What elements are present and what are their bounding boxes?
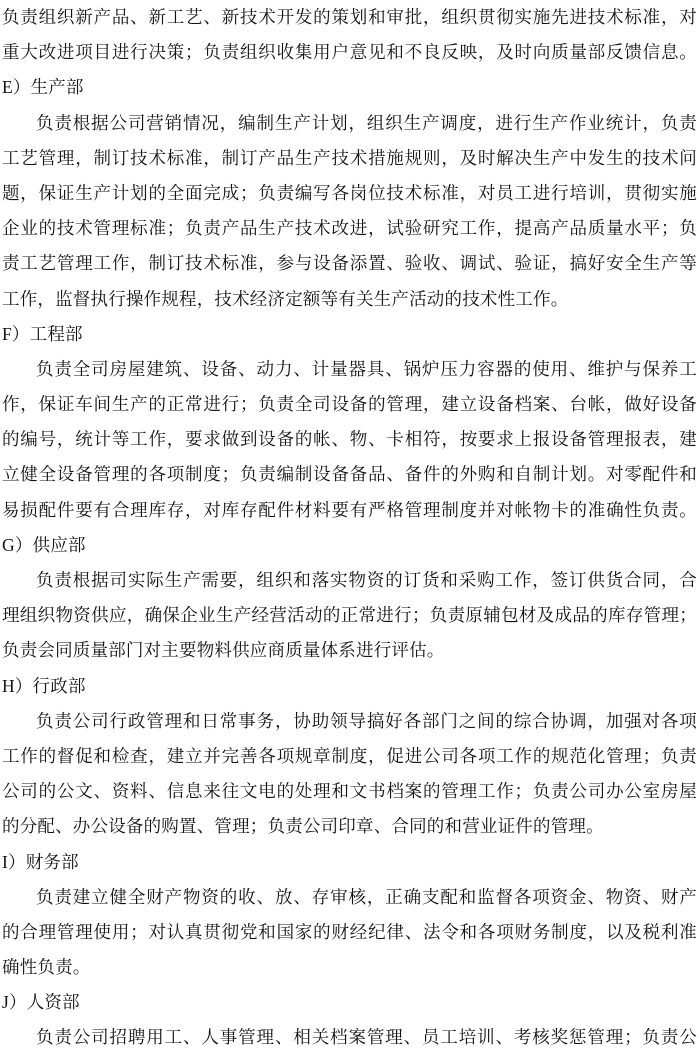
text-line: 的编号，统计等工作，要求做到设备的帐、物、卡相符，按要求上报设备管理报表，建 xyxy=(2,429,697,450)
text-line: 确性负责。 xyxy=(2,957,91,978)
section-heading-i: I）财务部 xyxy=(2,851,79,872)
text-line: 工艺管理，制订技术标准，制订产品生产技术措施规则，及时解决生产中发生的技术问 xyxy=(2,147,697,168)
text-line: 负责建立健全财产物资的收、放、存审核，正确支配和监督各项资金、物资、财产 xyxy=(36,886,697,907)
section-heading-e: E）生产部 xyxy=(2,77,84,98)
text-line: 负责根据公司营销情况，编制生产计划，组织生产调度，进行生产作业统计，负责 xyxy=(36,112,697,133)
section-heading-j: J）人资部 xyxy=(2,992,80,1013)
section-heading-h: H）行政部 xyxy=(2,675,86,696)
text-line: 负责组织新产品、新工艺、新技术开发的策划和审批，组织贯彻实施先进技术标准，对 xyxy=(2,7,697,27)
text-line: 易损配件要有合理库存，对库存配件材料要有严格管理制度并对帐物卡的准确性负责。 xyxy=(2,499,697,520)
text-line: 重大改进项目进行决策；负责组织收集用户意见和不良反映，及时向质量部反馈信息。 xyxy=(2,42,697,63)
text-line: 的分配、办公设备的购置、管理；负责公司印章、合同的和营业证件的管理。 xyxy=(2,816,604,837)
text-line: 的合理管理使用；对认真贯彻党和国家的财经纪律、法令和各项财务制度，以及税利准 xyxy=(2,921,697,942)
section-heading-g: G）供应部 xyxy=(2,534,86,555)
text-line: 工作，监督执行操作规程，技术经济定额等有关生产活动的技术性工作。 xyxy=(2,288,569,309)
text-line: 负责全司房屋建筑、设备、动力、计量器具、锅炉压力容器的使用、维护与保养工 xyxy=(36,358,697,379)
section-heading-f: F）工程部 xyxy=(2,323,83,344)
text-line: 企业的技术管理标准；负责产品生产技术改进，试验研究工作，提高产品质量水平；负 xyxy=(2,218,697,239)
text-line: 作，保证车间生产的正常进行；负责全司设备的管理，建立设备档案、台帐，做好设备 xyxy=(2,394,697,415)
text-line: 立健全设备管理的各项制度；负责编制设备备品、备件的外购和自制计划。对零配件和 xyxy=(2,464,697,485)
text-line: 责工艺管理工作，制订技术标准，参与设备添置、验收、调试、验证，搞好安全生产等 xyxy=(2,253,697,274)
text-line: 题，保证生产计划的全面完成；负责编写各岗位技术标准，对员工进行培训，贯彻实施 xyxy=(2,182,697,203)
text-line: 负责公司行政管理和日常事务，协助领导搞好各部门之间的综合协调，加强对各项 xyxy=(36,710,697,731)
text-line: 负责根据司实际生产需要，组织和落实物资的订货和采购工作，签订供货合同，合 xyxy=(36,570,697,590)
text-line: 理组织物资供应，确保企业生产经营活动的正常进行；负责原辅包材及成品的库存管理； xyxy=(2,605,697,626)
text-line: 负责会同质量部门对主要物料供应商质量体系进行评估。 xyxy=(2,640,445,661)
text-line: 公司的公文、资料、信息来往文电的处理和文书档案的管理工作；负责公司办公室房屋 xyxy=(2,781,697,802)
text-line: 工作的督促和检查，建立并完善各项规章制度，促进公司各项工作的规范化管理；负责 xyxy=(2,745,697,766)
text-line: 负责公司招聘用工、人事管理、相关档案管理、员工培训、考核奖惩管理；负责公 xyxy=(36,1027,697,1048)
